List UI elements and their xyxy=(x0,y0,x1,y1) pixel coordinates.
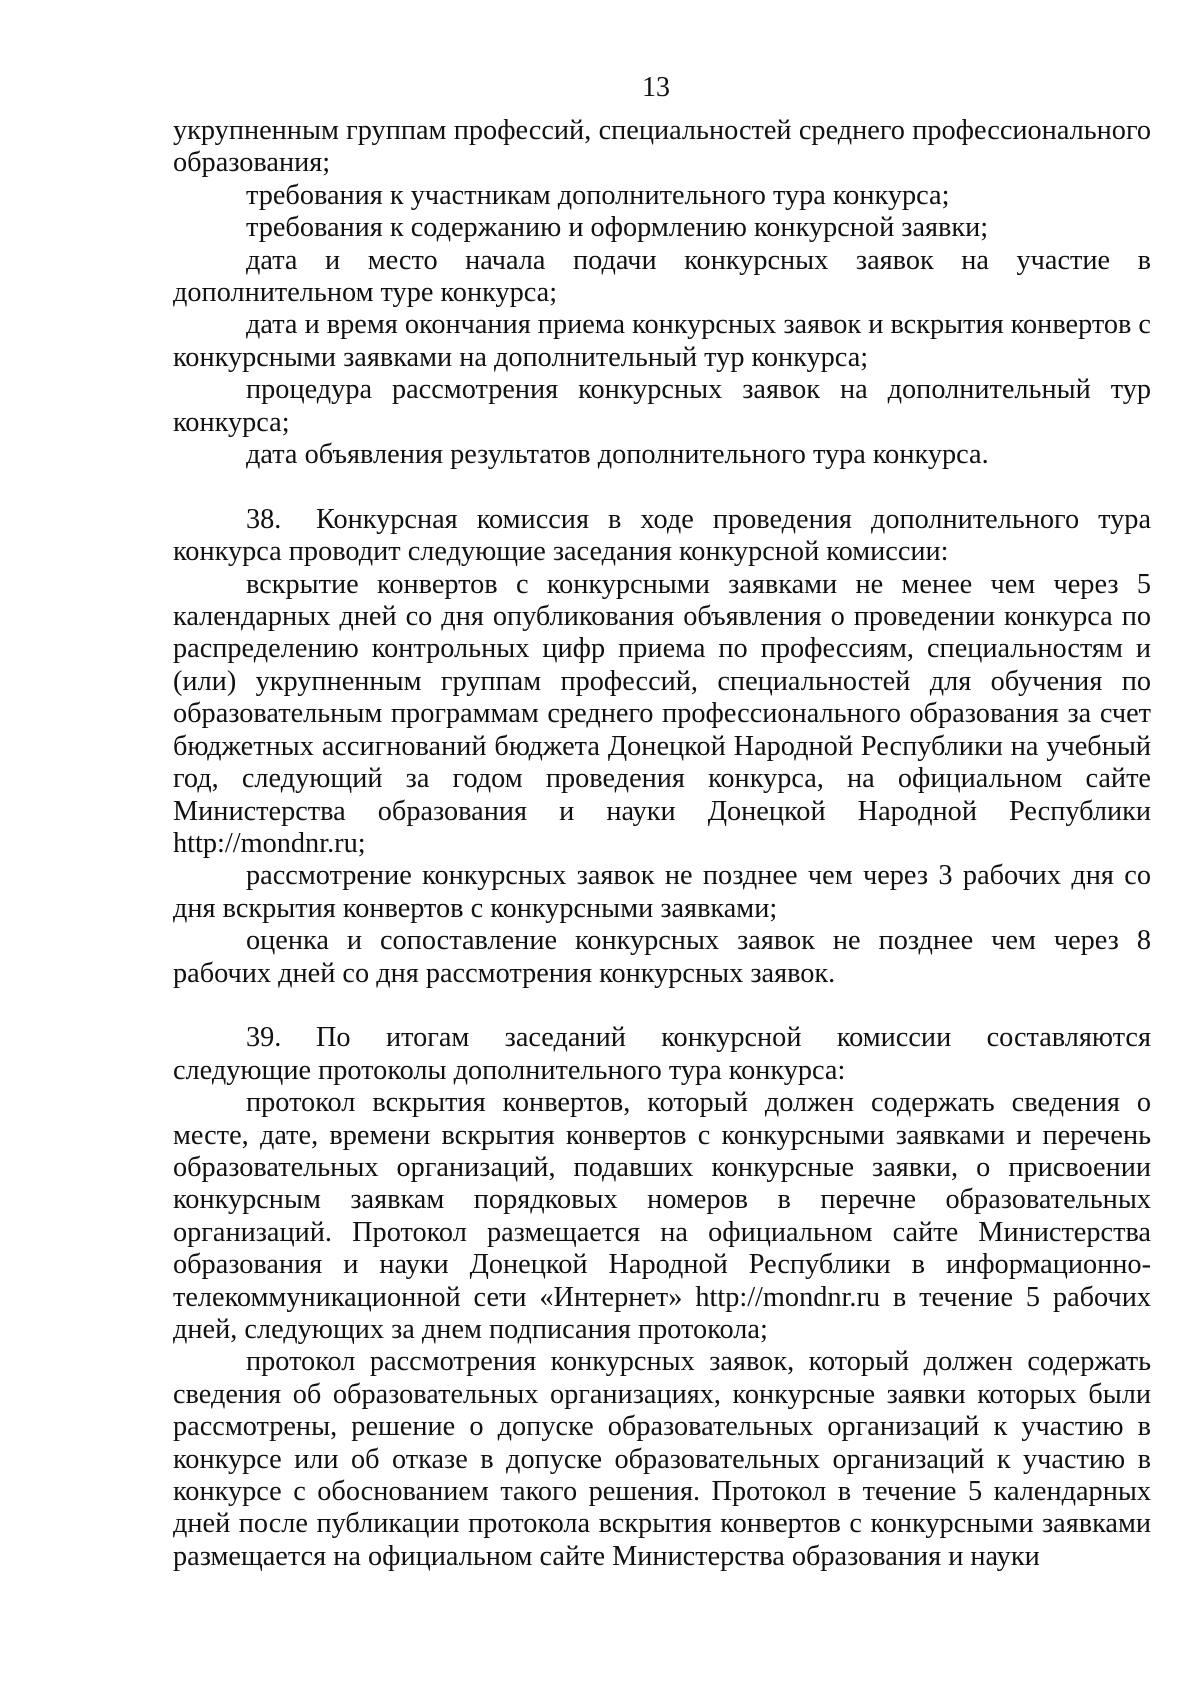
list-item-opening-protocol: протокол вскрытия конвертов, который должен содержать сведения о месте, дате, времени вскрытия конвертов с конкурсными заявками и перечень образовательных организаций, подавших конкурсные заявки, о присвоении конкурсным заявкам порядковых номеров в перечне образовательных организаций. Протокол размещается на официальном сайте Министерства образования и науки Донецкой Народной Республики в информационно-телекоммуникационной сети «Интернет» http://mondnr.ru в течение 5 рабочих дней, следующих за днем подписания протокола; xyxy=(173,1087,1151,1345)
list-item-end-date: дата и время окончания приема конкурсных заявок и вскрытия конвертов с конкурсными заявками на дополнительный тур конкурса; xyxy=(173,309,1151,373)
list-item-start-date: дата и место начала подачи конкурсных заявок на участие в дополнительном туре конкурса; xyxy=(173,244,1151,309)
list-item-results-date: дата объявления результатов дополнительного тура конкурса. xyxy=(246,439,989,471)
clause-number: 38. xyxy=(246,503,282,535)
list-item-evaluation: оценка и сопоставление конкурсных заявок не позднее чем через 8 рабочих дней со дня рассмотрения конкурсных заявок. xyxy=(173,925,1151,989)
list-item-requirements-participants: требования к участникам дополнительного тура конкурса; xyxy=(246,179,950,211)
clause-39 xyxy=(173,1022,1151,1087)
clause-text: По итогам заседаний конкурсной комиссии составляются следующие протоколы дополнительного тура конкурса: xyxy=(173,1022,1151,1086)
list-item-requirements-application: требования к содержанию и оформлению конкурсной заявки; xyxy=(246,212,989,244)
list-item-opening: вскрытие конвертов с конкурсными заявками не менее чем через 5 календарных дней со дня опубликования объявления о проведении конкурса по распределению контрольных цифр приема по профессиям, специальностям и (или) укрупненным группам профессий, специальностей для обучения по образовательным программам среднего профессионального образования за счет бюджетных ассигнований бюджета Донецкой Народной Республики на учебный год, следующий за годом проведения конкурса, на официальном сайте Министерства образования и науки Донецкой Народной Республики http://mondnr.ru; xyxy=(173,568,1151,859)
list-item-review: рассмотрение конкурсных заявок не позднее чем через 3 рабочих дня со дня вскрытия конвертов с конкурсными заявками; xyxy=(173,860,1151,924)
list-item-procedure: процедура рассмотрения конкурсных заявок на дополнительный тур конкурса; xyxy=(173,374,1151,438)
clause-number: 39. xyxy=(246,1022,282,1054)
clause-38 xyxy=(173,504,1151,569)
page-number: 13 xyxy=(642,72,670,103)
paragraph-continuation: укрупненным группам профессий, специальностей среднего профессионального образования; xyxy=(173,115,1151,179)
clause-text: Конкурсная комиссия в ходе проведения дополнительного тура конкурса проводит следующие заседания конкурсной комиссии: xyxy=(173,503,1151,568)
document-body xyxy=(173,115,1151,1573)
list-item-review-protocol: протокол рассмотрения конкурсных заявок, который должен содержать сведения об образовательных организациях, конкурсные заявки которых были рассмотрены, решение о допуске образовательных организаций к участию в конкурсе или об отказе в допуске образовательных организаций к участию в конкурсе с обоснованием такого решения. Протокол в течение 5 календарных дней после публикации протокола вскрытия конвертов с конкурсными заявками размещается на официальном сайте Министерства образования и науки xyxy=(173,1346,1151,1572)
